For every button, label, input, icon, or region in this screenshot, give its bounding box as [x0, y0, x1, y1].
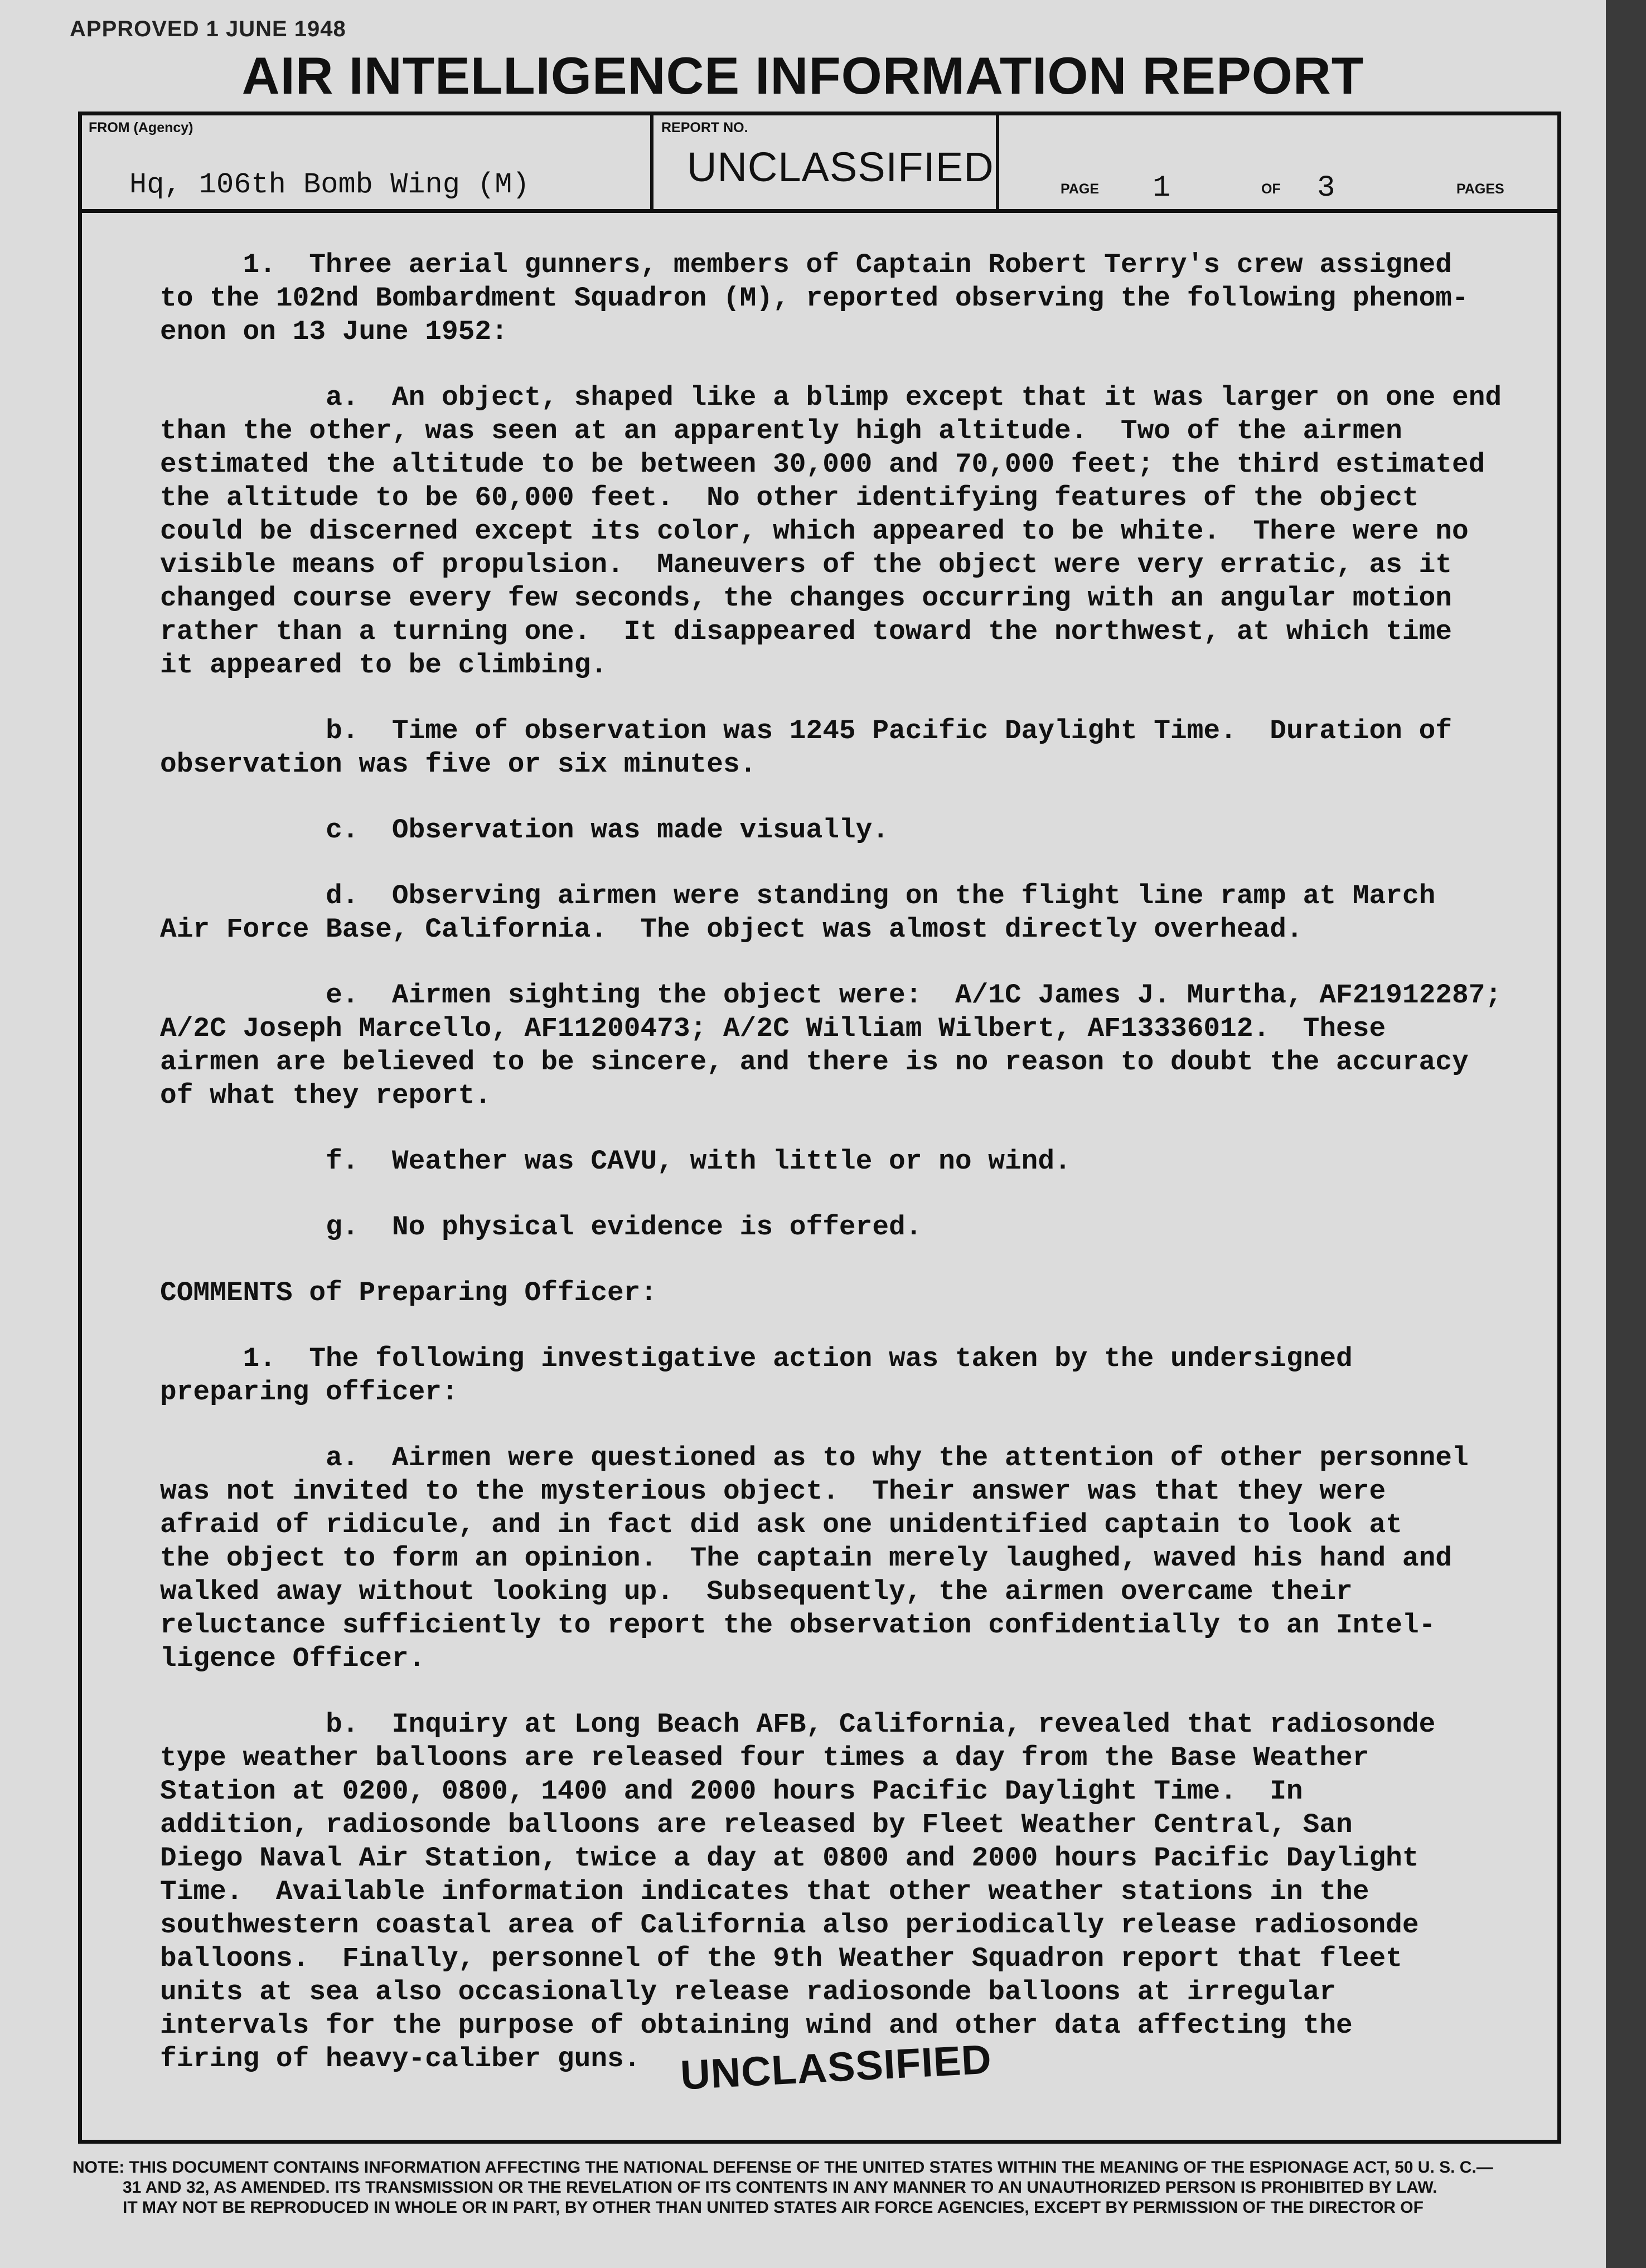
text-line: e. Airmen sighting the object were: A/1C James J. Murtha, AF21912287;: [160, 980, 1502, 1011]
text-line: Time. Available information indicates that other weather stations in the: [160, 1876, 1369, 1907]
text-line: a. An object, shaped like a blimp except that it was larger on one end: [160, 382, 1502, 413]
comments-heading: [160, 1276, 1509, 1310]
text-line: the altitude to be 60,000 feet. No other identifying features of the object: [160, 482, 1419, 513]
text-line: the object to form an opinion. The captain merely laughed, waved his hand and: [160, 1543, 1452, 1574]
text-line: preparing officer:: [160, 1377, 458, 1408]
total-pages: 3: [1317, 171, 1335, 205]
espionage-act-notice: [72, 2158, 1589, 2218]
text-line: could be discerned except its color, which appeared to be white. There were no: [160, 516, 1469, 547]
page-cell: [999, 115, 1557, 209]
paragraph-1a: [160, 381, 1509, 682]
text-line: balloons. Finally, personnel of the 9th Weather Squadron report that fleet: [160, 1943, 1402, 1974]
paragraph-1g: [160, 1210, 1509, 1244]
from-label: FROM (Agency): [89, 120, 193, 135]
text-line: Station at 0200, 0800, 1400 and 2000 hours Pacific Daylight Time. In: [160, 1776, 1303, 1807]
text-line: g. No physical evidence is offered.: [160, 1211, 922, 1243]
form-approval-line: APPROVED 1 JUNE 1948: [70, 17, 346, 41]
notice-line: NOTE: THIS DOCUMENT CONTAINS INFORMATION AFFECTING THE NATIONAL DEFENSE OF THE UNITED STATES WITHIN THE MEANING OF THE ESPIONAGE ACT, 50 U. S. C.—: [72, 2158, 1493, 2177]
paragraph-1: [160, 248, 1509, 348]
text-line: Air Force Base, California. The object was almost directly overhead.: [160, 914, 1303, 945]
from-cell: [82, 115, 653, 209]
text-line: changed course every few seconds, the changes occurring with an angular motion: [160, 583, 1452, 614]
paragraph-1b: [160, 714, 1509, 781]
pages-label: PAGES: [1456, 181, 1504, 197]
of-label: OF: [1261, 181, 1281, 197]
from-value: Hq, 106th Bomb Wing (M): [129, 168, 530, 201]
text-line: c. Observation was made visually.: [160, 815, 889, 846]
text-line: than the other, was seen at an apparently high altitude. Two of the airmen: [160, 415, 1402, 447]
text-line: A/2C Joseph Marcello, AF11200473; A/2C William Wilbert, AF13336012. These: [160, 1013, 1386, 1044]
notice-line: IT MAY NOT BE REPRODUCED IN WHOLE OR IN PART, BY OTHER THAN UNITED STATES AIR FORCE AGENCIES, EXCEPT BY PERMISSION OF THE DIRECTOR OF: [123, 2198, 1424, 2217]
text-line: estimated the altitude to be between 30,000 and 70,000 feet; the third estimated: [160, 449, 1485, 480]
text-line: it appeared to be climbing.: [160, 650, 608, 681]
text-line: COMMENTS of Preparing Officer:: [160, 1277, 657, 1309]
header-row: [82, 115, 1557, 213]
comment-1a: [160, 1441, 1509, 1675]
text-line: ligence Officer.: [160, 1643, 425, 1674]
text-line: enon on 13 June 1952:: [160, 316, 508, 347]
text-line: a. Airmen were questioned as to why the attention of other personnel: [160, 1442, 1469, 1474]
classification-stamp: UNCLASSIFIED: [687, 144, 994, 190]
text-line: b. Inquiry at Long Beach AFB, California, revealed that radiosonde: [160, 1709, 1436, 1740]
text-line: b. Time of observation was 1245 Pacific Daylight Time. Duration of: [160, 715, 1452, 747]
report-title: AIR INTELLIGENCE INFORMATION REPORT: [241, 46, 1364, 105]
text-line: visible means of propulsion. Maneuvers of the object were very erratic, as it: [160, 549, 1452, 580]
text-line: intervals for the purpose of obtaining wind and other data affecting the: [160, 2010, 1353, 2041]
text-line: observation was five or six minutes.: [160, 749, 757, 780]
text-line: was not invited to the mysterious object. Their answer was that they were: [160, 1476, 1386, 1507]
text-line: 1. Three aerial gunners, members of Captain Robert Terry's crew assigned: [160, 249, 1452, 280]
text-line: f. Weather was CAVU, with little or no wind.: [160, 1146, 1071, 1177]
text-line: rather than a turning one. It disappeared toward the northwest, at which time: [160, 616, 1452, 647]
text-line: afraid of ridicule, and in fact did ask one unidentified captain to look at: [160, 1509, 1402, 1540]
text-line: type weather balloons are released four times a day from the Base Weather: [160, 1742, 1369, 1773]
page-number: 1: [1153, 171, 1171, 205]
report-no-label: REPORT NO.: [661, 120, 748, 135]
text-line: airmen are believed to be sincere, and there is no reason to doubt the accuracy: [160, 1046, 1469, 1078]
paragraph-1e: [160, 978, 1509, 1112]
paragraph-1d: [160, 879, 1509, 946]
text-line: Diego Naval Air Station, twice a day at 0800 and 2000 hours Pacific Daylight: [160, 1843, 1419, 1874]
text-line: d. Observing airmen were standing on the flight line ramp at March: [160, 880, 1436, 912]
text-line: walked away without looking up. Subsequently, the airmen overcame their: [160, 1576, 1353, 1607]
scan-edge: [1606, 0, 1646, 2268]
paragraph-1f: [160, 1145, 1509, 1178]
paragraph-1c: [160, 813, 1509, 847]
text-line: 1. The following investigative action was taken by the undersigned: [160, 1343, 1353, 1374]
text-line: to the 102nd Bombardment Squadron (M), reported observing the following phenom-: [160, 283, 1469, 314]
comment-1: [160, 1342, 1509, 1409]
notice-line: 31 AND 32, AS AMENDED. ITS TRANSMISSION OR THE REVELATION OF ITS CONTENTS IN ANY MANNER TO AN UNAUTHORIZED PERSON IS PROHIBITED BY LAW.: [123, 2178, 1437, 2197]
text-line: firing of heavy-caliber guns.: [160, 2043, 641, 2075]
text-line: addition, radiosonde balloons are released by Fleet Weather Central, San: [160, 1809, 1353, 1840]
bottom-classification-stamp: UNCLASSIFIED: [679, 2036, 993, 2099]
report-body: [160, 248, 1509, 2076]
text-line: southwestern coastal area of California also periodically release radiosonde: [160, 1910, 1419, 1941]
text-line: reluctance sufficiently to report the observation confidentially to an Intel-: [160, 1610, 1436, 1641]
report-no-cell: [653, 115, 999, 209]
comment-1b: [160, 1708, 1509, 2076]
text-line: of what they report.: [160, 1080, 492, 1111]
text-line: units at sea also occasionally release radiosonde balloons at irregular: [160, 1976, 1337, 2008]
page-label: PAGE: [1061, 181, 1099, 197]
